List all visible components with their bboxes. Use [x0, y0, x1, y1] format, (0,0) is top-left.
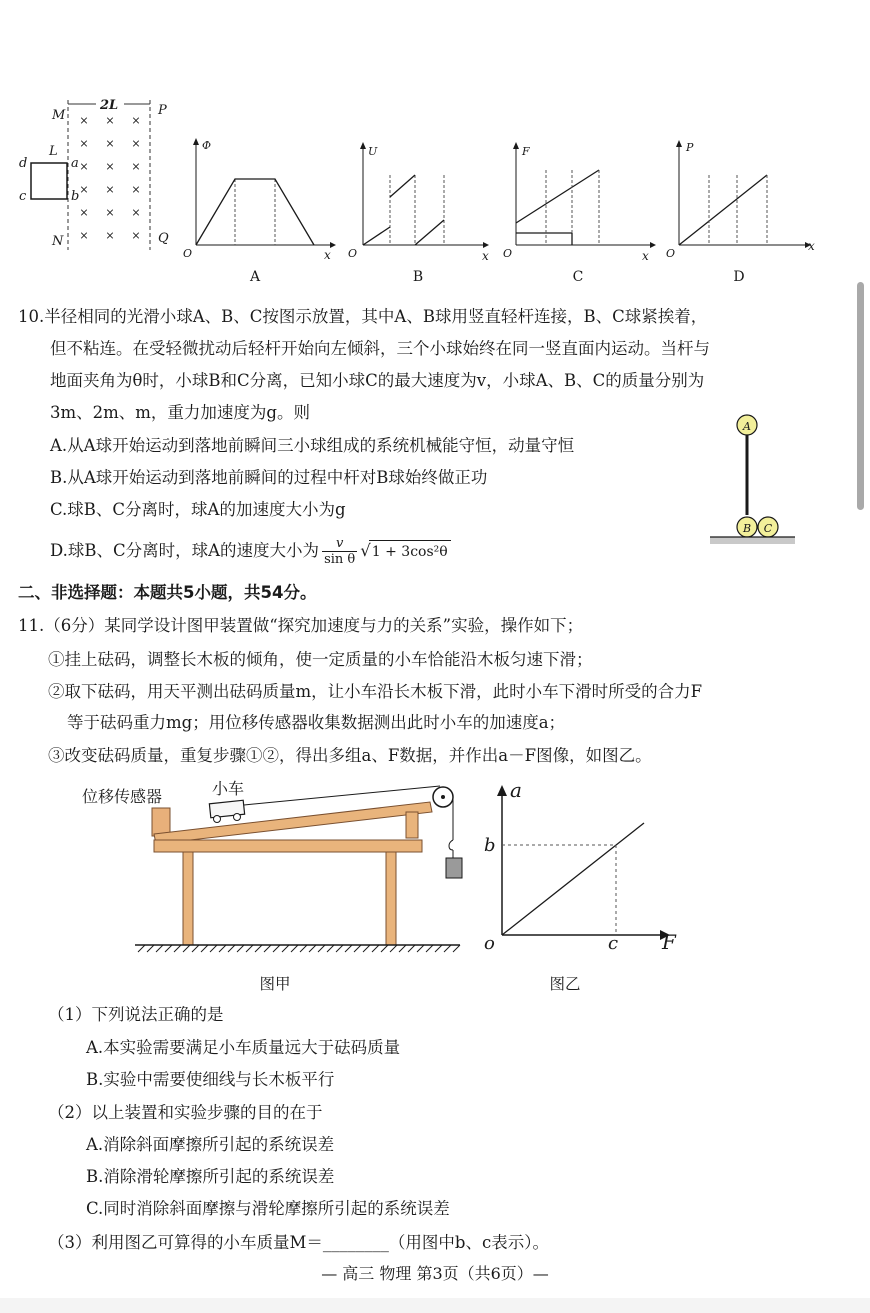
q11-part2-option-B[interactable]: B.消除滑轮摩擦所引起的系统误差	[86, 1167, 335, 1186]
section-heading: 二、非选择题：本题共5小题，共54分。	[18, 583, 317, 602]
ball-C-label: C	[763, 522, 773, 535]
graph-B	[345, 135, 505, 290]
field-cross: ×	[105, 160, 115, 173]
field-cross: ×	[131, 206, 141, 219]
fig-jia-caption: 图甲	[259, 975, 291, 993]
table-leg-right	[386, 852, 396, 945]
q11-part1-option-B[interactable]: B.实验中需要使细线与长木板平行	[86, 1070, 335, 1089]
q11-part2: （2）以上装置和实验步骤的目的在于	[48, 1103, 323, 1122]
width-label: 2L	[100, 98, 119, 113]
field-cross: ×	[105, 114, 115, 127]
q10-option-B[interactable]: B.从A球开始运动到落地前瞬间的过程中杆对B球始终做正功	[50, 468, 488, 487]
label-c: c	[19, 189, 27, 204]
ball-A-label: A	[743, 420, 751, 433]
label-c: c	[608, 933, 619, 954]
denominator: sin θ	[324, 552, 356, 567]
q11-stem: 11.（6分）某同学设计图甲装置做“探究加速度与力的关系”实验，操作如下；	[18, 616, 584, 635]
label-M: M	[52, 108, 66, 123]
board-support	[406, 812, 418, 838]
ball-B-label: B	[742, 522, 752, 535]
magnetic-field-diagram	[14, 92, 184, 257]
ground	[710, 537, 795, 544]
fraction	[322, 536, 357, 567]
field-cross: ×	[105, 206, 115, 219]
graph-D	[665, 135, 825, 290]
field-cross: ×	[131, 229, 141, 242]
caption-B: B	[412, 269, 424, 285]
q10-option-C[interactable]: C.球B、C分离时，球A的加速度大小为g	[50, 500, 346, 519]
field-cross: ×	[131, 137, 141, 150]
field-cross: ×	[105, 229, 115, 242]
q10-option-D[interactable]	[50, 536, 451, 567]
xlabel: x	[482, 249, 489, 263]
field-cross: ×	[79, 229, 89, 242]
origin: O	[503, 247, 513, 260]
label-N: N	[52, 234, 64, 249]
q10-option-A[interactable]: A.从A球开始运动到落地前瞬间三小球组成的系统机械能守恒，动量守恒	[50, 436, 575, 455]
q11-part1: （1）下列说法正确的是	[48, 1005, 224, 1024]
fig-yi-caption: 图乙	[549, 975, 581, 993]
square-loop	[31, 163, 67, 199]
field-cross: ×	[131, 183, 141, 196]
q11-part2-option-C[interactable]: C.同时消除斜面摩擦与滑轮摩擦所引起的系统误差	[86, 1199, 450, 1218]
q10-stem-line3: 地面夹角为θ时，小球B和C分离，已知小球C的最大速度为v，小球A、B、C的质量分别为	[50, 371, 705, 390]
field-cross: ×	[131, 160, 141, 173]
graph-A	[180, 135, 340, 290]
origin: O	[348, 247, 358, 260]
origin-o: o	[484, 933, 495, 954]
ylabel: P	[686, 141, 694, 154]
q11-part3: （3）利用图乙可算得的小车质量M＝________（用图中b、c表示）。	[48, 1233, 549, 1252]
xlabel-F: F	[662, 930, 676, 954]
field-cross: ×	[105, 137, 115, 150]
label-b: b	[484, 835, 496, 856]
caption-C: C	[572, 269, 584, 285]
field-cross: ×	[79, 183, 89, 196]
label-d: d	[19, 156, 28, 171]
q10-stem-line2: 但不粘连。在受轻微扰动后轻杆开始向左倾斜，三个小球始终在同一竖直面内运动。当杆与	[50, 339, 710, 358]
q11-part2-option-A[interactable]: A.消除斜面摩擦所引起的系统误差	[86, 1135, 335, 1154]
field-cross: ×	[79, 114, 89, 127]
label-a: a	[71, 156, 79, 171]
field-cross: ×	[131, 114, 141, 127]
q11-step3: ③改变砝码质量，重复步骤①②，得出多组a、F数据，并作出a－F图像，如图乙。	[48, 746, 652, 765]
caption-D: D	[733, 269, 745, 285]
q10-stem-line4: 3m、2m、m，重力加速度为g。则	[50, 403, 310, 422]
sqrt-sign: √	[360, 541, 371, 560]
ylabel: U	[368, 145, 378, 158]
inclined-board	[154, 802, 432, 844]
ylabel: F	[522, 145, 530, 158]
q10-stem-line1: 10.半径相同的光滑小球A、B、C按图示放置，其中A、B球用竖直轻杆连接，B、C球紧挨着，	[18, 307, 708, 326]
field-cross: ×	[105, 183, 115, 196]
scrollbar-thumb[interactable]	[857, 282, 864, 510]
q11-part1-option-A[interactable]: A.本实验需要满足小车质量远大于砝码质量	[86, 1038, 401, 1057]
q11-step1: ①挂上砝码，调整长木板的倾角，使一定质量的小车恰能沿木板匀速下滑；	[48, 650, 593, 669]
field-cross: ×	[79, 206, 89, 219]
field-cross: ×	[79, 137, 89, 150]
origin: O	[183, 247, 193, 260]
ylabel: Φ	[202, 139, 212, 152]
ylabel-a: a	[510, 778, 522, 802]
xlabel: x	[642, 249, 649, 263]
option-D-prefix: D.球B、C分离时，球A的速度大小为	[50, 541, 320, 560]
label-L: L	[49, 144, 58, 159]
origin: O	[666, 247, 676, 260]
caption-A: A	[249, 269, 261, 285]
label-Q: Q	[158, 231, 169, 246]
three-balls-figure	[705, 410, 800, 552]
table-leg-left	[183, 852, 193, 945]
position-sensor	[152, 808, 170, 836]
apparatus-figure	[80, 772, 480, 957]
cart-label: 小车	[212, 779, 245, 798]
radicand: 1 + 3cos²θ	[369, 540, 451, 563]
label-b: b	[71, 189, 80, 204]
field-crosses	[79, 114, 140, 242]
xlabel: x	[324, 248, 331, 262]
q11-step2: ②取下砝码，用天平测出砝码质量m，让小车沿长木板下滑，此时小车下滑时所受的合力F	[48, 682, 703, 701]
xlabel: x	[808, 239, 815, 253]
table-top	[154, 840, 422, 852]
label-P: P	[158, 103, 167, 118]
a-F-line	[502, 823, 644, 935]
numerator: v	[322, 536, 357, 552]
page-footer: — 高三 物理 第3页（共6页）—	[321, 1264, 549, 1283]
field-cross: ×	[79, 160, 89, 173]
sensor-label: 位移传感器	[82, 787, 163, 806]
bottom-strip	[0, 1298, 870, 1313]
a-F-graph	[478, 775, 688, 955]
q11-step2-cont: 等于砝码重力mg；用位移传感器收集数据测出此时小车的加速度a；	[67, 713, 566, 732]
graph-C	[502, 135, 662, 290]
weight	[446, 858, 462, 878]
